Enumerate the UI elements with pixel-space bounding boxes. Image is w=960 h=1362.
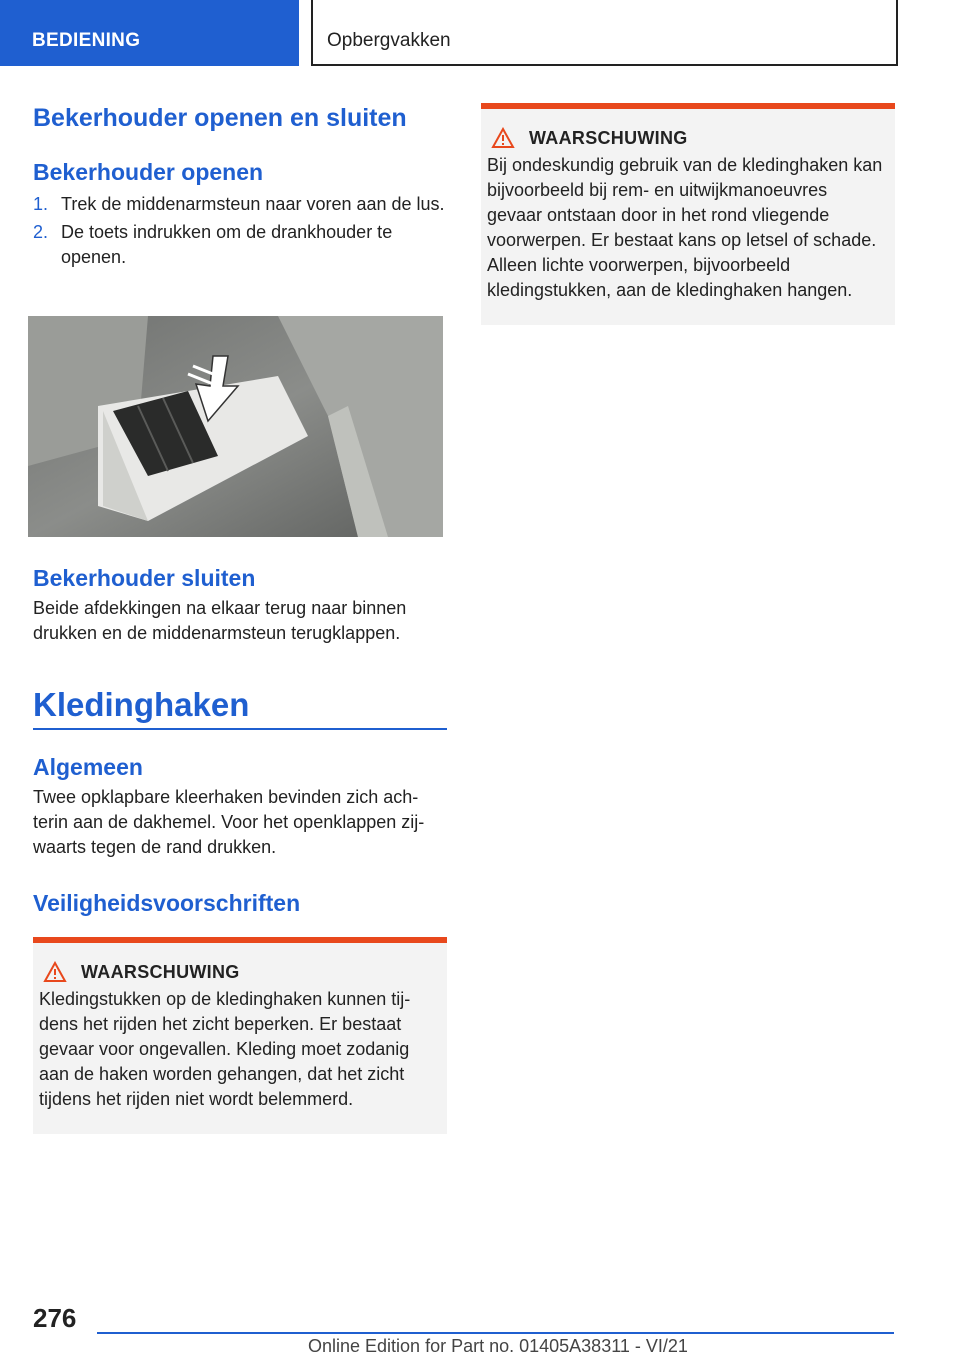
warning-triangle-icon — [43, 961, 67, 983]
warning-label: WAARSCHUWING — [81, 961, 240, 982]
edition-text: Online Edition for Part no. 01405A38311 - VI/21 — [308, 1336, 688, 1356]
safety-heading: Veiligheidsvoorschriften — [33, 890, 301, 916]
section-title: Kledinghaken — [33, 686, 250, 723]
header-section-label: BEDIENING — [32, 30, 141, 51]
warning-label: WAARSCHUWING — [529, 127, 688, 148]
general-heading: Algemeen — [33, 754, 143, 780]
warning-header — [39, 961, 437, 983]
step-number: 1. — [33, 194, 49, 214]
open-steps-list — [33, 192, 447, 270]
warning-box — [481, 103, 895, 325]
header-chapter-box — [311, 0, 898, 66]
step-number: 2. — [33, 222, 49, 242]
header-chapter-label: Opbergvakken — [327, 30, 451, 51]
page-number: 276 — [33, 1303, 77, 1333]
open-heading: Bekerhouder openen — [33, 159, 264, 185]
header-section-tab — [0, 0, 299, 66]
left-column — [33, 100, 447, 273]
warning-box — [33, 937, 447, 1134]
warning-text: Kledingstukken op de kledinghaken kunnen tij-dens het rijden het zicht beperken. Er bestaat gevaar voor ongevallen. Kleding moet zodanig aan de haken worden gehangen, dat het zicht tijdens het rijden niet wordt belemmerd. — [39, 989, 411, 1109]
section-rule — [33, 728, 447, 730]
warning-text: Bij ondeskundig gebruik van de kledinghaken kan bijvoorbeeld bij rem- en uitwijkmanoeuvres gevaar ontstaan door in het rond vliegende voorwerpen. Er bestaat kans op letsel of schade. Alleen lichte voorwerpen, bijvoorbeeld kledingstukken, aan de kledinghaken hangen. — [487, 155, 883, 300]
list-item — [33, 192, 447, 217]
warning-triangle-icon — [491, 127, 515, 149]
general-text: Twee opklapbare kleerhaken bevinden zich ach-terin aan de dakhemel. Voor het openklappen zij-waarts tegen de rand drukken. — [33, 787, 425, 857]
step-text: De toets indrukken om de drankhouder te openen. — [61, 222, 393, 267]
list-item — [33, 220, 447, 270]
left-column-lower — [33, 565, 447, 1134]
close-text: Beide afdekkingen na elkaar terug naar binnen drukken en de middenarmsteun terugklappen. — [33, 598, 407, 643]
close-heading: Bekerhouder sluiten — [33, 565, 256, 591]
page-title: Bekerhouder openen en sluiten — [33, 104, 407, 132]
step-text: Trek de middenarmsteun naar voren aan de lus. — [61, 194, 445, 214]
right-column — [481, 103, 895, 325]
warning-header — [487, 127, 885, 149]
footer-rule — [97, 1332, 894, 1334]
cup-holder-photo — [28, 316, 443, 537]
